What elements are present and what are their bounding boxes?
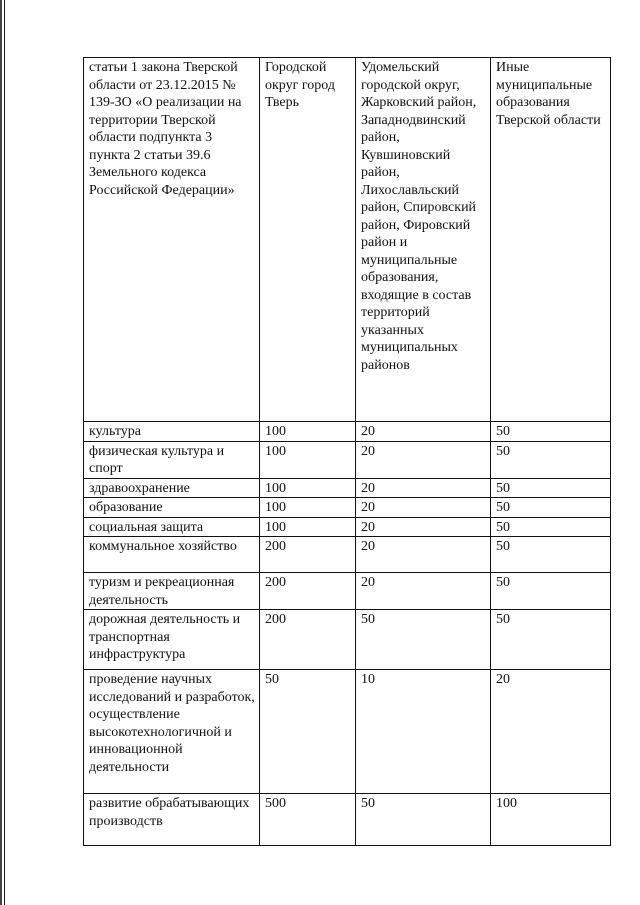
table-row: [84, 422, 611, 442]
page-binding-line: [4, 0, 5, 905]
other-value-cell: 50: [491, 537, 611, 573]
sphere-cell: образование: [84, 498, 260, 518]
sphere-cell: здравоохранение: [84, 478, 260, 498]
udomlya-value-cell: 20: [356, 441, 491, 478]
udomlya-value-cell: 20: [356, 498, 491, 518]
other-value-cell: 50: [491, 573, 611, 610]
page-edge-shadow: [0, 0, 2, 905]
sphere-cell: туризм и рекреационная деятельность: [84, 573, 260, 610]
tver-value-cell: 200: [260, 537, 356, 573]
header-other-cell: Иные муниципальные образования Тверской области: [491, 58, 611, 422]
table-row: [84, 441, 611, 478]
udomlya-value-cell: 20: [356, 537, 491, 573]
other-value-cell: 50: [491, 478, 611, 498]
other-value-cell: 50: [491, 422, 611, 442]
tver-value-cell: 100: [260, 422, 356, 442]
tver-value-cell: 50: [260, 670, 356, 794]
other-value-cell: 20: [491, 670, 611, 794]
udomlya-value-cell: 50: [356, 610, 491, 670]
sphere-cell: физическая культура и спорт: [84, 441, 260, 478]
table-header-row: [84, 58, 611, 422]
other-value-cell: 50: [491, 610, 611, 670]
land-rates-table: [83, 57, 611, 846]
sphere-cell: проведение научных исследований и разработок, осуществление высокотехнологичной и инновационной деятельности: [84, 670, 260, 794]
sphere-cell: культура: [84, 422, 260, 442]
table-row: [84, 610, 611, 670]
tver-value-cell: 200: [260, 573, 356, 610]
header-basis-cell: статьи 1 закона Тверской области от 23.12.2015 № 139-ЗО «О реализации на территории Тверской области подпункта 3 пункта 2 статьи 39.6 Земельного кодекса Российской Федерации»: [84, 58, 260, 422]
other-value-cell: 50: [491, 517, 611, 537]
tver-value-cell: 200: [260, 610, 356, 670]
tver-value-cell: 100: [260, 478, 356, 498]
udomlya-value-cell: 20: [356, 573, 491, 610]
other-value-cell: 50: [491, 498, 611, 518]
other-value-cell: 100: [491, 794, 611, 846]
table-row: [84, 573, 611, 610]
sphere-cell: развитие обрабатывающих производств: [84, 794, 260, 846]
udomlya-value-cell: 20: [356, 517, 491, 537]
udomlya-value-cell: 20: [356, 478, 491, 498]
header-tver-cell: Городской округ город Тверь: [260, 58, 356, 422]
header-udomlya-cell: Удомельский городской округ, Жарковский район, Западнодвинский район, Кувшиновский район, Лихославльский район, Спировский район, Фировский район и муниципальные образования, входящие в состав территорий указанных муниципальных районов: [356, 58, 491, 422]
table-row: [84, 670, 611, 794]
udomlya-value-cell: 50: [356, 794, 491, 846]
udomlya-value-cell: 10: [356, 670, 491, 794]
tver-value-cell: 100: [260, 498, 356, 518]
sphere-cell: социальная защита: [84, 517, 260, 537]
sphere-cell: дорожная деятельность и транспортная инфраструктура: [84, 610, 260, 670]
sphere-cell: коммунальное хозяйство: [84, 537, 260, 573]
other-value-cell: 50: [491, 441, 611, 478]
table-row: [84, 794, 611, 846]
tver-value-cell: 100: [260, 517, 356, 537]
tver-value-cell: 500: [260, 794, 356, 846]
table-row: [84, 498, 611, 518]
tver-value-cell: 100: [260, 441, 356, 478]
table-row: [84, 517, 611, 537]
udomlya-value-cell: 20: [356, 422, 491, 442]
table-row: [84, 478, 611, 498]
table-row: [84, 537, 611, 573]
